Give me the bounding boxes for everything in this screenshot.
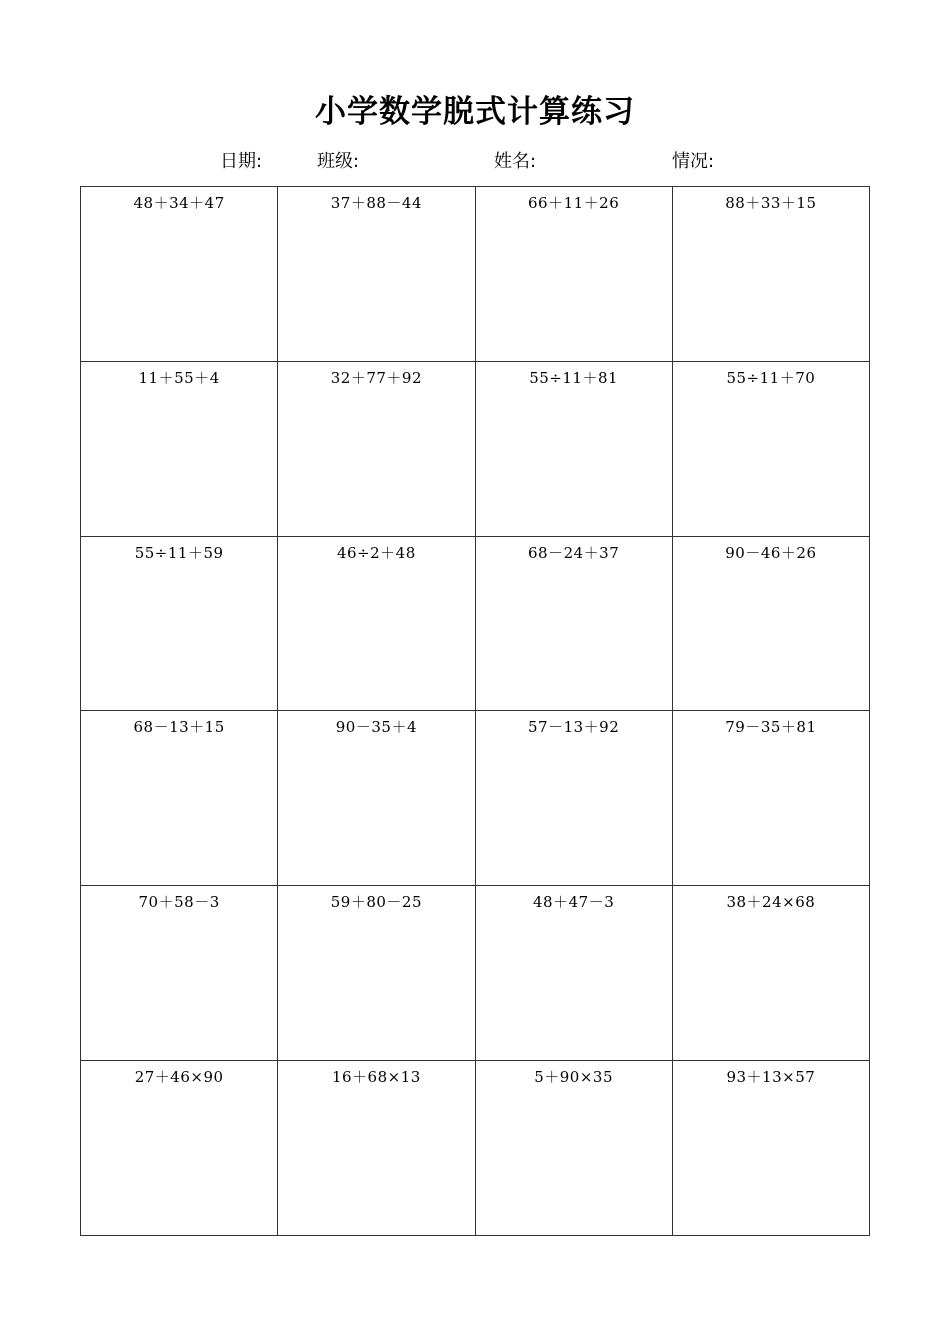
problem-expression: 55÷11＋81 bbox=[529, 368, 619, 387]
problem-expression: 16＋68×13 bbox=[331, 1068, 421, 1087]
problem-expression: 79－35＋81 bbox=[725, 718, 817, 737]
problem-cell[interactable] bbox=[278, 886, 475, 1061]
problem-cell[interactable] bbox=[81, 886, 278, 1061]
problem-expression: 66＋11＋26 bbox=[527, 194, 620, 212]
problem-expression: 59＋80－25 bbox=[330, 893, 422, 912]
problem-cell[interactable] bbox=[673, 362, 870, 537]
problem-expression: 48＋47－3 bbox=[533, 893, 615, 912]
problem-expression: 90－46＋26 bbox=[725, 543, 817, 562]
problem-grid bbox=[80, 186, 870, 1236]
date-label: 日期: bbox=[220, 151, 263, 172]
problem-cell[interactable] bbox=[476, 711, 673, 886]
problem-cell[interactable] bbox=[278, 362, 475, 537]
problem-expression: 68－13＋15 bbox=[133, 718, 225, 737]
problem-expression: 5＋90×35 bbox=[534, 1068, 614, 1087]
problem-cell[interactable] bbox=[278, 537, 475, 712]
problem-cell[interactable] bbox=[81, 1061, 278, 1236]
problem-cell[interactable] bbox=[476, 886, 673, 1061]
page-title: 小学数学脱式计算练习 bbox=[315, 94, 635, 130]
problem-cell[interactable] bbox=[81, 711, 278, 886]
problem-expression: 11＋55＋4 bbox=[138, 368, 220, 387]
problem-cell[interactable] bbox=[673, 187, 870, 362]
problem-expression: 32＋77＋92 bbox=[330, 368, 422, 387]
problem-cell[interactable] bbox=[278, 1061, 475, 1236]
problem-cell[interactable] bbox=[278, 187, 475, 362]
problem-expression: 70＋58－3 bbox=[138, 893, 220, 912]
problem-expression: 93＋13×57 bbox=[726, 1068, 816, 1087]
problem-expression: 68－24＋37 bbox=[527, 543, 620, 562]
problem-expression: 55÷11＋70 bbox=[726, 368, 816, 387]
problem-cell[interactable] bbox=[476, 187, 673, 362]
problem-cell[interactable] bbox=[81, 537, 278, 712]
name-label: 姓名: bbox=[494, 151, 537, 172]
problem-cell[interactable] bbox=[673, 1061, 870, 1236]
problem-cell[interactable] bbox=[278, 711, 475, 886]
problem-cell[interactable] bbox=[476, 537, 673, 712]
problem-expression: 57－13＋92 bbox=[527, 718, 620, 737]
problem-cell[interactable] bbox=[673, 711, 870, 886]
problem-cell[interactable] bbox=[476, 1061, 673, 1236]
problem-expression: 38＋24×68 bbox=[726, 893, 816, 912]
problem-expression: 27＋46×90 bbox=[134, 1068, 224, 1087]
problem-cell[interactable] bbox=[81, 187, 278, 362]
problem-expression: 48＋34＋47 bbox=[133, 194, 225, 212]
class-label: 班级: bbox=[317, 151, 360, 172]
problem-cell[interactable] bbox=[81, 362, 278, 537]
problem-expression: 90－35＋4 bbox=[335, 718, 417, 737]
problem-expression: 55÷11＋59 bbox=[134, 543, 224, 562]
condition-label: 情况: bbox=[672, 151, 715, 172]
problem-cell[interactable] bbox=[476, 362, 673, 537]
problem-cell[interactable] bbox=[673, 886, 870, 1061]
problem-expression: 37＋88－44 bbox=[330, 194, 422, 212]
problem-expression: 46÷2＋48 bbox=[336, 543, 416, 562]
problem-expression: 88＋33＋15 bbox=[725, 194, 817, 212]
problem-cell[interactable] bbox=[673, 537, 870, 712]
